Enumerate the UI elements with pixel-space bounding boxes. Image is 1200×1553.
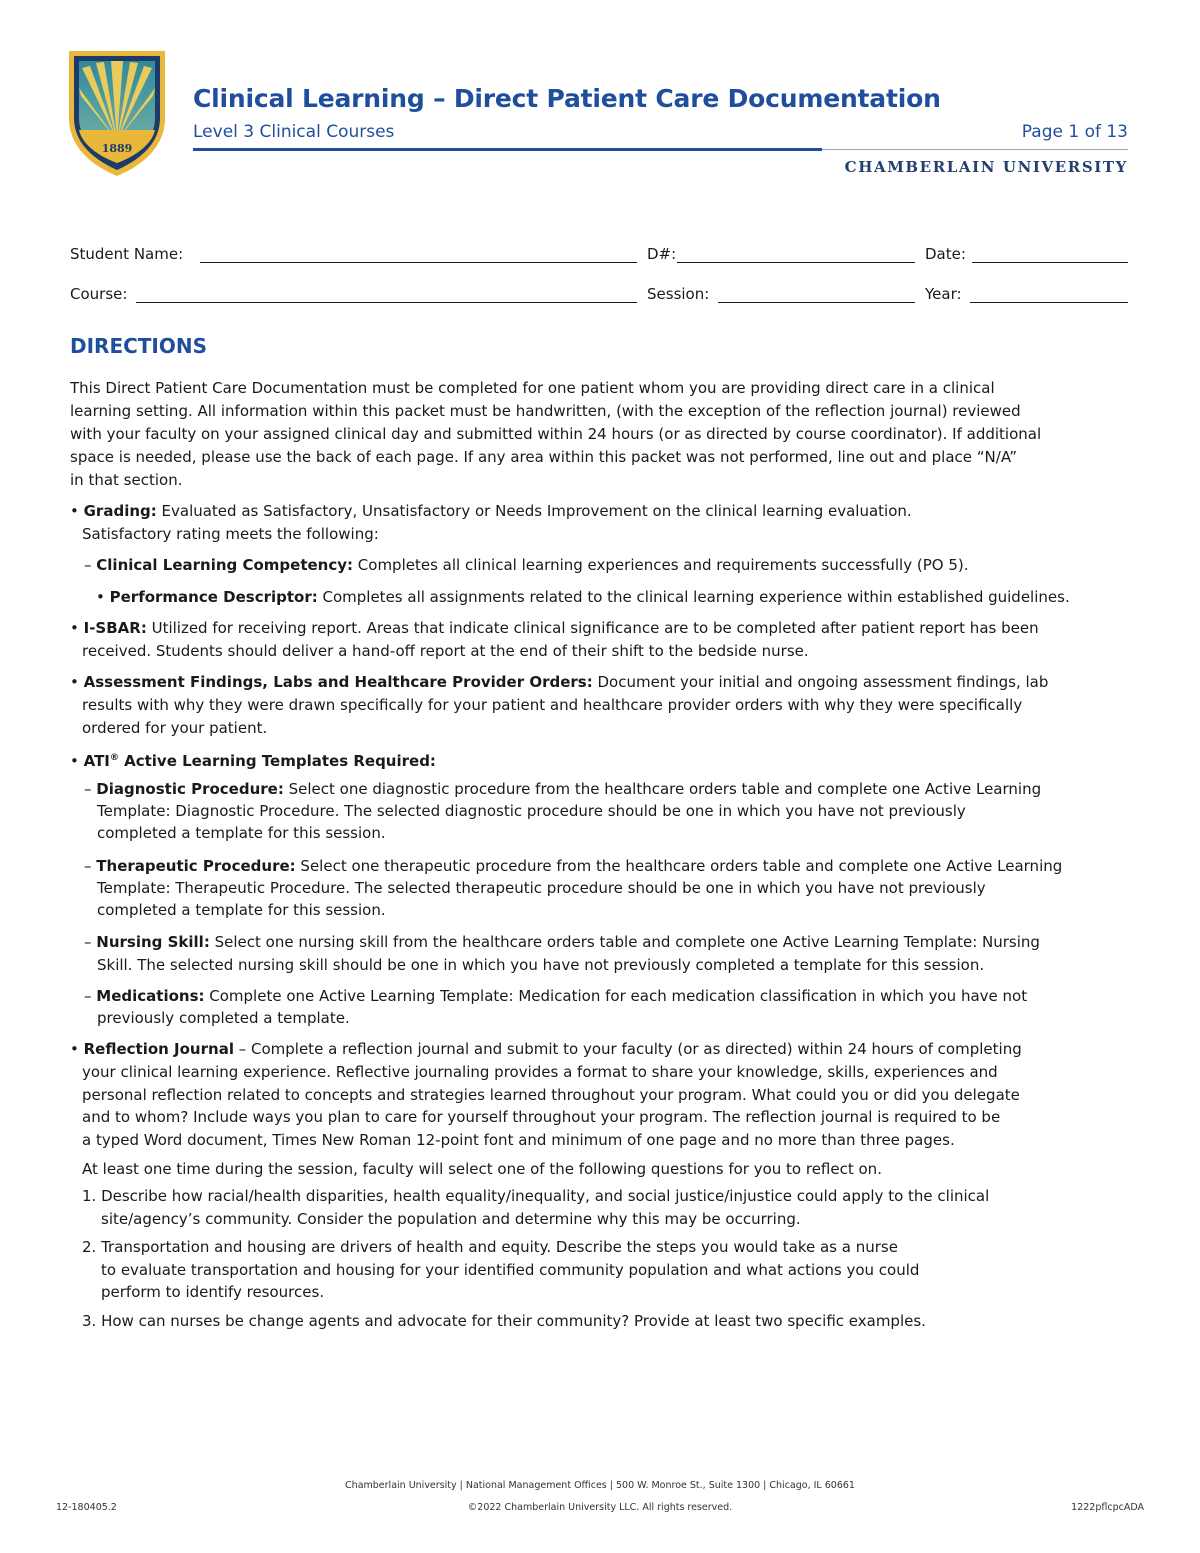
student-name-label: Student Name: bbox=[70, 245, 184, 263]
rj-line: a typed Word document, Times New Roman 12-point font and minimum of one page and no more than three pages. bbox=[82, 1131, 955, 1149]
d-number-label: D#: bbox=[647, 245, 677, 263]
grading-bullet: • Grading: Evaluated as Satisfactory, Unsatisfactory or Needs Improvement on the clinical learning evaluation. bbox=[70, 502, 912, 520]
rj-label: Reflection Journal bbox=[83, 1040, 234, 1058]
university-shield-logo bbox=[66, 48, 168, 178]
footer-code-right: 1222pflcpcADA bbox=[1071, 1502, 1144, 1513]
intro-line: learning setting. All information within this packet must be handwritten, (with the exception of the reflection journal) reviewed bbox=[70, 402, 1021, 420]
rj-line: and to whom? Include ways you plan to care for yourself throughout your program. The reflection journal is required to be bbox=[82, 1108, 1001, 1126]
med-label: Medications: bbox=[96, 987, 205, 1005]
clc-label: Clinical Learning Competency: bbox=[96, 556, 354, 574]
year-field[interactable] bbox=[970, 302, 1128, 303]
question-3: 3. How can nurses be change agents and advocate for their community? Provide at least two specific examples. bbox=[82, 1312, 926, 1330]
tp-item: – Therapeutic Procedure: Select one therapeutic procedure from the healthcare orders table and complete one Active Learning bbox=[84, 857, 1063, 875]
tp-label: Therapeutic Procedure: bbox=[96, 857, 296, 875]
grading-label: Grading: bbox=[83, 502, 157, 520]
date-field[interactable] bbox=[972, 262, 1128, 263]
page-number: Page 1 of 13 bbox=[1021, 122, 1128, 142]
intro-line: space is needed, please use the back of each page. If any area within this packet was not performed, line out and place “N/A” bbox=[70, 448, 1017, 466]
question-2-continuation: perform to identify resources. bbox=[101, 1283, 325, 1301]
logo-year: 1889 bbox=[101, 142, 133, 155]
rj-bullet: • Reflection Journal – Complete a reflection journal and submit to your faculty (or as directed) within 24 hours of completing bbox=[70, 1040, 1022, 1058]
question-1-continuation: site/agency’s community. Consider the population and determine why this may be occurring. bbox=[101, 1210, 801, 1228]
header-rule-light bbox=[822, 149, 1128, 150]
ns-label: Nursing Skill: bbox=[96, 933, 210, 951]
footer-address: Chamberlain University | National Management Offices | 500 W. Monroe St., Suite 1300 | Chicago, IL 60661 bbox=[345, 1480, 855, 1491]
med-item: – Medications: Complete one Active Learning Template: Medication for each medication classification in which you have not bbox=[84, 987, 1028, 1005]
tp-continuation: completed a template for this session. bbox=[97, 901, 386, 919]
afl-continuation: ordered for your patient. bbox=[82, 719, 268, 737]
ns-continuation: Skill. The selected nursing skill should be one in which you have not previously completed a template for this session. bbox=[97, 956, 985, 974]
session-field[interactable] bbox=[718, 302, 915, 303]
year-label: Year: bbox=[925, 285, 962, 303]
footer-copyright: ©2022 Chamberlain University LLC. All rights reserved. bbox=[467, 1502, 733, 1513]
rj-line: your clinical learning experience. Reflective journaling provides a format to share your knowledge, skills, experiences and bbox=[82, 1063, 998, 1081]
university-wordmark: CHAMBERLAIN UNIVERSITY bbox=[844, 158, 1128, 176]
intro-line: with your faculty on your assigned clinical day and submitted within 24 hours (or as directed by course coordinator). If additional bbox=[70, 425, 1042, 443]
intro-line: in that section. bbox=[70, 471, 183, 489]
isbar-bullet: • I-SBAR: Utilized for receiving report. Areas that indicate clinical significance are to be completed after patient report has been bbox=[70, 619, 1039, 637]
session-label: Session: bbox=[647, 285, 710, 303]
dp-item: – Diagnostic Procedure: Select one diagnostic procedure from the healthcare orders table and complete one Active Learning bbox=[84, 780, 1042, 798]
isbar-continuation: received. Students should deliver a hand-off report at the end of their shift to the bedside nurse. bbox=[82, 642, 809, 660]
course-field[interactable] bbox=[136, 302, 637, 303]
course-label: Course: bbox=[70, 285, 128, 303]
d-number-field[interactable] bbox=[677, 262, 915, 263]
pd-label: Performance Descriptor: bbox=[109, 588, 318, 606]
ns-item: – Nursing Skill: Select one nursing skill from the healthcare orders table and complete one Active Learning Template: Nursing bbox=[84, 933, 1040, 951]
directions-heading: DIRECTIONS bbox=[70, 334, 208, 358]
header-rule bbox=[193, 148, 822, 151]
dp-continuation: Template: Diagnostic Procedure. The selected diagnostic procedure should be one in which you have not previously bbox=[97, 802, 966, 820]
date-label: Date: bbox=[925, 245, 966, 263]
clc-item: – Clinical Learning Competency: Completes all clinical learning experiences and requirements successfully (PO 5). bbox=[84, 556, 969, 574]
question-2-continuation: to evaluate transportation and housing for your identified community population and what actions you could bbox=[101, 1261, 920, 1279]
questions-intro: At least one time during the session, faculty will select one of the following questions for you to reflect on. bbox=[82, 1160, 882, 1178]
question-2: 2. Transportation and housing are drivers of health and equity. Describe the steps you would take as a nurse bbox=[82, 1238, 898, 1256]
document-subtitle: Level 3 Clinical Courses bbox=[193, 122, 395, 142]
intro-line: This Direct Patient Care Documentation must be completed for one patient whom you are providing direct care in a clinical bbox=[70, 379, 995, 397]
afl-continuation: results with why they were drawn specifically for your patient and healthcare provider orders with why they were specifically bbox=[82, 696, 1023, 714]
afl-label: Assessment Findings, Labs and Healthcare Provider Orders: bbox=[83, 673, 593, 691]
student-name-field[interactable] bbox=[200, 262, 637, 263]
dp-label: Diagnostic Procedure: bbox=[96, 780, 284, 798]
isbar-label: I-SBAR: bbox=[83, 619, 147, 637]
pd-item: • Performance Descriptor: Completes all assignments related to the clinical learning experience within established guidelines. bbox=[96, 588, 1070, 606]
med-continuation: previously completed a template. bbox=[97, 1009, 350, 1027]
footer-code-left: 12-180405.2 bbox=[56, 1502, 117, 1513]
tp-continuation: Template: Therapeutic Procedure. The selected therapeutic procedure should be one in which you have not previously bbox=[97, 879, 986, 897]
rj-line: personal reflection related to concepts and strategies learned throughout your program. What could you or did you delegate bbox=[82, 1086, 1020, 1104]
grading-continuation: Satisfactory rating meets the following: bbox=[82, 525, 379, 543]
dp-continuation: completed a template for this session. bbox=[97, 824, 386, 842]
document-title: Clinical Learning – Direct Patient Care Documentation bbox=[193, 84, 941, 113]
afl-bullet: • Assessment Findings, Labs and Healthcare Provider Orders: Document your initial and ongoing assessment findings, lab bbox=[70, 673, 1049, 691]
question-1: 1. Describe how racial/health disparities, health equality/inequality, and social justice/injustice could apply to the clinical bbox=[82, 1187, 990, 1205]
ati-bullet: • ATI® Active Learning Templates Required: bbox=[70, 752, 436, 770]
